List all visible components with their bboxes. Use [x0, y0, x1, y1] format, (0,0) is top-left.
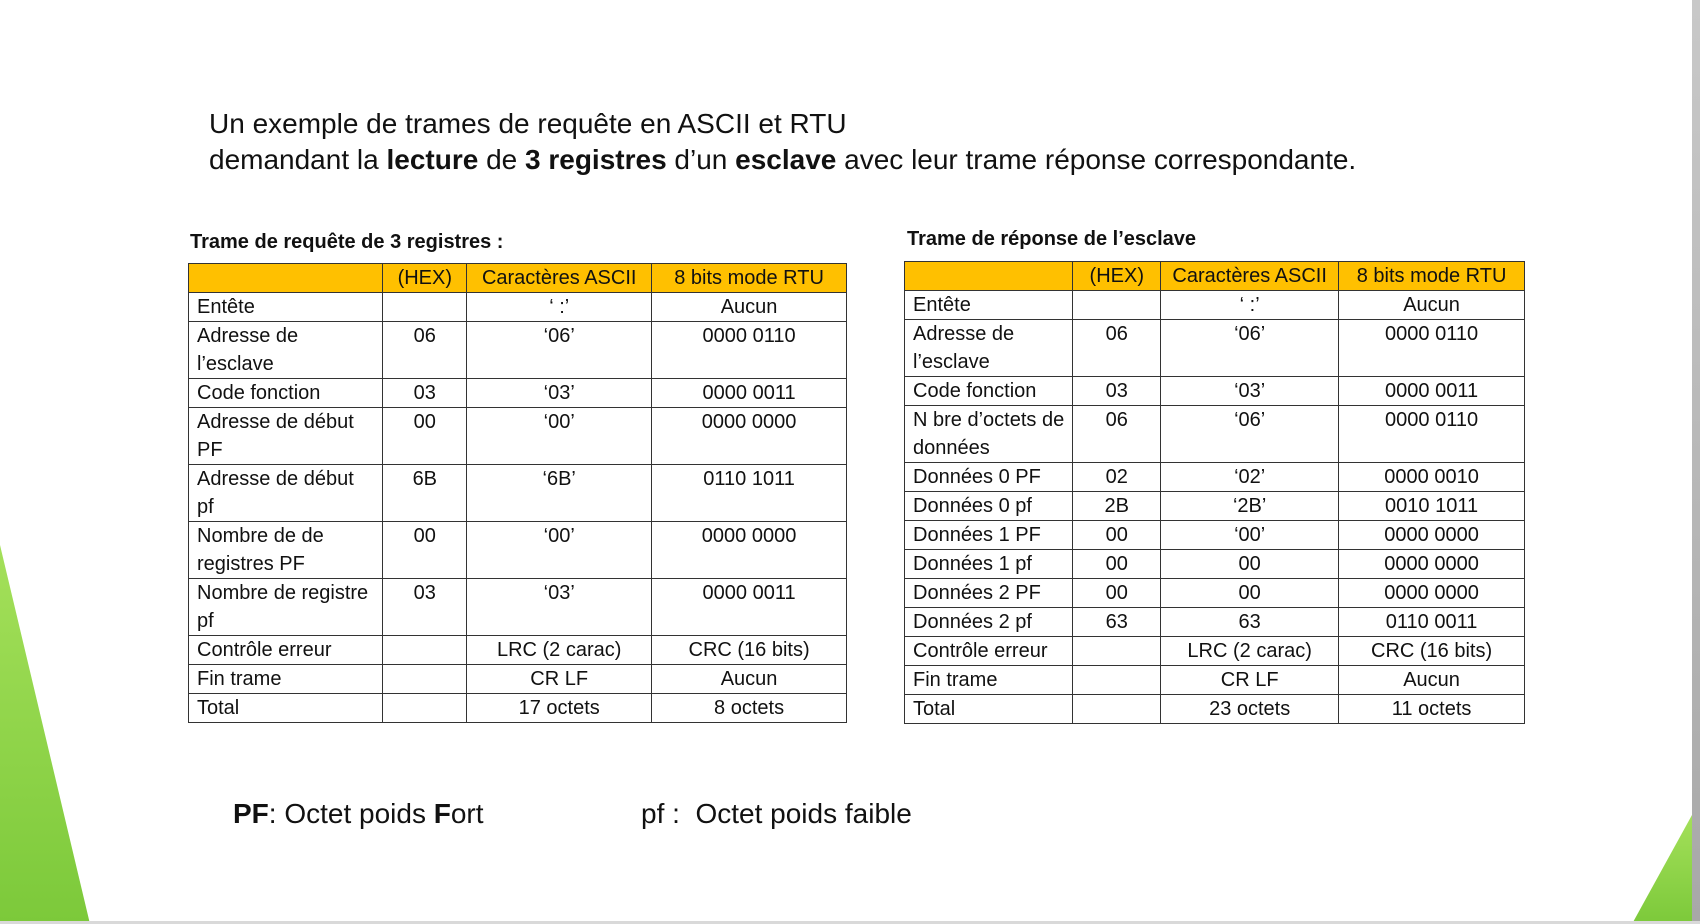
table-row — [905, 463, 1525, 492]
table-cell: 00 — [1073, 550, 1161, 579]
table-cell: 03 — [383, 579, 467, 636]
table-cell: 63 — [1073, 608, 1161, 637]
table-cell: 06 — [1073, 320, 1161, 377]
slide-intro-text — [209, 106, 1356, 178]
row-label-cell: Nombre de de registres PF — [189, 522, 383, 579]
decorative-green-triangle-left — [0, 545, 90, 924]
table-header-cell — [189, 264, 383, 293]
table-row — [905, 521, 1525, 550]
table-cell — [1073, 637, 1161, 666]
intro-line-2-part-bold: esclave — [735, 144, 837, 175]
intro-line-2-part-bold: 3 registres — [525, 144, 667, 175]
table-cell: 0000 0011 — [1339, 377, 1525, 406]
slide-scrollbar-edge — [1692, 0, 1700, 924]
table-row — [905, 637, 1525, 666]
table-row — [905, 608, 1525, 637]
table-cell — [1073, 291, 1161, 320]
table-row — [905, 406, 1525, 463]
intro-line-2-part: d’un — [666, 144, 736, 175]
table-cell: 00 — [1073, 579, 1161, 608]
row-label-cell: Données 0 PF — [905, 463, 1073, 492]
intro-line-2-part: avec leur trame réponse correspondante. — [836, 144, 1357, 175]
table-header-cell: (HEX) — [383, 264, 467, 293]
row-label-cell: Données 2 pf — [905, 608, 1073, 637]
legend-pf-upper — [233, 798, 484, 830]
table-cell: LRC (2 carac) — [1161, 637, 1339, 666]
table-cell: 06 — [383, 322, 467, 379]
table-header-cell: Caractères ASCII — [467, 264, 652, 293]
table-header-cell: 8 bits mode RTU — [1339, 262, 1525, 291]
row-label-cell: N bre d’octets de données — [905, 406, 1073, 463]
table-cell: 0000 0011 — [652, 579, 847, 636]
table-row — [189, 322, 847, 379]
table-row — [905, 291, 1525, 320]
table-row — [189, 579, 847, 636]
table-cell — [383, 694, 467, 723]
legend-pf-upper-bold-letter: F — [433, 798, 451, 829]
row-label-cell: Code fonction — [189, 379, 383, 408]
table-cell: ‘02’ — [1161, 463, 1339, 492]
table-cell: Aucun — [1339, 291, 1525, 320]
table-row — [189, 522, 847, 579]
table-cell: CRC (16 bits) — [652, 636, 847, 665]
table-cell: 06 — [1073, 406, 1161, 463]
table-cell: CR LF — [1161, 666, 1339, 695]
table-row — [189, 408, 847, 465]
table-cell: 63 — [1161, 608, 1339, 637]
table-cell: 00 — [383, 522, 467, 579]
table-header-cell — [905, 262, 1073, 291]
table-cell: ‘6B’ — [467, 465, 652, 522]
table-cell — [1073, 695, 1161, 724]
table-cell: 2B — [1073, 492, 1161, 521]
table-cell: 0000 0010 — [1339, 463, 1525, 492]
table-cell: ‘2B’ — [1161, 492, 1339, 521]
table-cell: 23 octets — [1161, 695, 1339, 724]
table-cell: 0000 0000 — [1339, 579, 1525, 608]
table-cell: 0000 0110 — [1339, 320, 1525, 377]
table-cell: 8 octets — [652, 694, 847, 723]
row-label-cell: Entête — [189, 293, 383, 322]
row-label-cell: Total — [189, 694, 383, 723]
table-cell: ‘ :’ — [1161, 291, 1339, 320]
request-frame-table — [188, 263, 847, 723]
legend-pf-upper-text: : Octet poids — [268, 798, 434, 829]
intro-line-2 — [209, 142, 1356, 178]
table-cell: 0000 0110 — [1339, 406, 1525, 463]
table-cell: ‘06’ — [1161, 320, 1339, 377]
table-cell: ‘06’ — [467, 322, 652, 379]
row-label-cell: Données 1 PF — [905, 521, 1073, 550]
row-label-cell: Contrôle erreur — [189, 636, 383, 665]
table-cell: 03 — [383, 379, 467, 408]
table-cell: ‘ :’ — [467, 293, 652, 322]
table-row — [189, 694, 847, 723]
response-table-caption: Trame de réponse de l’esclave — [907, 228, 1197, 250]
table-cell: ‘03’ — [467, 579, 652, 636]
table-header-row — [905, 262, 1525, 291]
row-label-cell: Nombre de registre pf — [189, 579, 383, 636]
table-row — [189, 379, 847, 408]
table-row — [189, 465, 847, 522]
table-cell: 00 — [1161, 550, 1339, 579]
table-cell: ‘00’ — [1161, 521, 1339, 550]
table-cell: 0000 0011 — [652, 379, 847, 408]
request-table-caption: Trame de requête de 3 registres : — [190, 231, 504, 253]
legend-pf-upper-abbr: PF — [233, 798, 269, 829]
row-label-cell: Données 0 pf — [905, 492, 1073, 521]
table-cell: 03 — [1073, 377, 1161, 406]
table-row — [189, 293, 847, 322]
table-cell: 0000 0000 — [1339, 550, 1525, 579]
table-header-cell: Caractères ASCII — [1161, 262, 1339, 291]
table-row — [905, 492, 1525, 521]
table-cell: 0000 0110 — [652, 322, 847, 379]
table-cell: 6B — [383, 465, 467, 522]
table-cell: Aucun — [652, 293, 847, 322]
row-label-cell: Entête — [905, 291, 1073, 320]
row-label-cell: Adresse de l’esclave — [905, 320, 1073, 377]
row-label-cell: Adresse de l’esclave — [189, 322, 383, 379]
table-cell: 00 — [1073, 521, 1161, 550]
decorative-green-triangle-right — [1632, 815, 1692, 924]
table-cell — [383, 665, 467, 694]
table-cell: ‘06’ — [1161, 406, 1339, 463]
table-header-cell: (HEX) — [1073, 262, 1161, 291]
table-cell: 0010 1011 — [1339, 492, 1525, 521]
table-cell: ‘03’ — [467, 379, 652, 408]
row-label-cell: Adresse de début pf — [189, 465, 383, 522]
legend-pf-upper-text: ort — [450, 798, 484, 829]
intro-line-1: Un exemple de trames de requête en ASCII et RTU — [209, 108, 847, 139]
table-cell: 02 — [1073, 463, 1161, 492]
table-cell: LRC (2 carac) — [467, 636, 652, 665]
table-row — [905, 666, 1525, 695]
table-cell: 0110 1011 — [652, 465, 847, 522]
row-label-cell: Fin trame — [905, 666, 1073, 695]
table-row — [905, 579, 1525, 608]
table-cell — [383, 293, 467, 322]
table-cell: Aucun — [652, 665, 847, 694]
row-label-cell: Données 2 PF — [905, 579, 1073, 608]
intro-line-2-part-bold: lecture — [386, 144, 479, 175]
row-label-cell: Contrôle erreur — [905, 637, 1073, 666]
table-cell: CR LF — [467, 665, 652, 694]
table-row — [905, 550, 1525, 579]
intro-line-2-part: de — [478, 144, 525, 175]
table-header-row — [189, 264, 847, 293]
table-header-cell: 8 bits mode RTU — [652, 264, 847, 293]
table-cell: CRC (16 bits) — [1339, 637, 1525, 666]
intro-line-2-part: demandant la — [209, 144, 387, 175]
table-cell: Aucun — [1339, 666, 1525, 695]
table-cell: 0000 0000 — [652, 408, 847, 465]
table-cell: 0000 0000 — [652, 522, 847, 579]
row-label-cell: Total — [905, 695, 1073, 724]
table-cell: ‘00’ — [467, 408, 652, 465]
table-cell — [1073, 666, 1161, 695]
row-label-cell: Fin trame — [189, 665, 383, 694]
table-cell: 00 — [383, 408, 467, 465]
table-cell: 17 octets — [467, 694, 652, 723]
table-row — [905, 377, 1525, 406]
table-row — [905, 320, 1525, 377]
table-row — [905, 695, 1525, 724]
table-cell: 11 octets — [1339, 695, 1525, 724]
table-cell: ‘03’ — [1161, 377, 1339, 406]
table-row — [189, 636, 847, 665]
legend-pf-lower: pf : Octet poids faible — [641, 798, 912, 829]
table-cell: 0110 0011 — [1339, 608, 1525, 637]
row-label-cell: Données 1 pf — [905, 550, 1073, 579]
row-label-cell: Code fonction — [905, 377, 1073, 406]
table-cell: 0000 0000 — [1339, 521, 1525, 550]
response-frame-table — [904, 261, 1525, 724]
table-cell — [383, 636, 467, 665]
table-cell: 00 — [1161, 579, 1339, 608]
row-label-cell: Adresse de début PF — [189, 408, 383, 465]
table-cell: ‘00’ — [467, 522, 652, 579]
table-row — [189, 665, 847, 694]
